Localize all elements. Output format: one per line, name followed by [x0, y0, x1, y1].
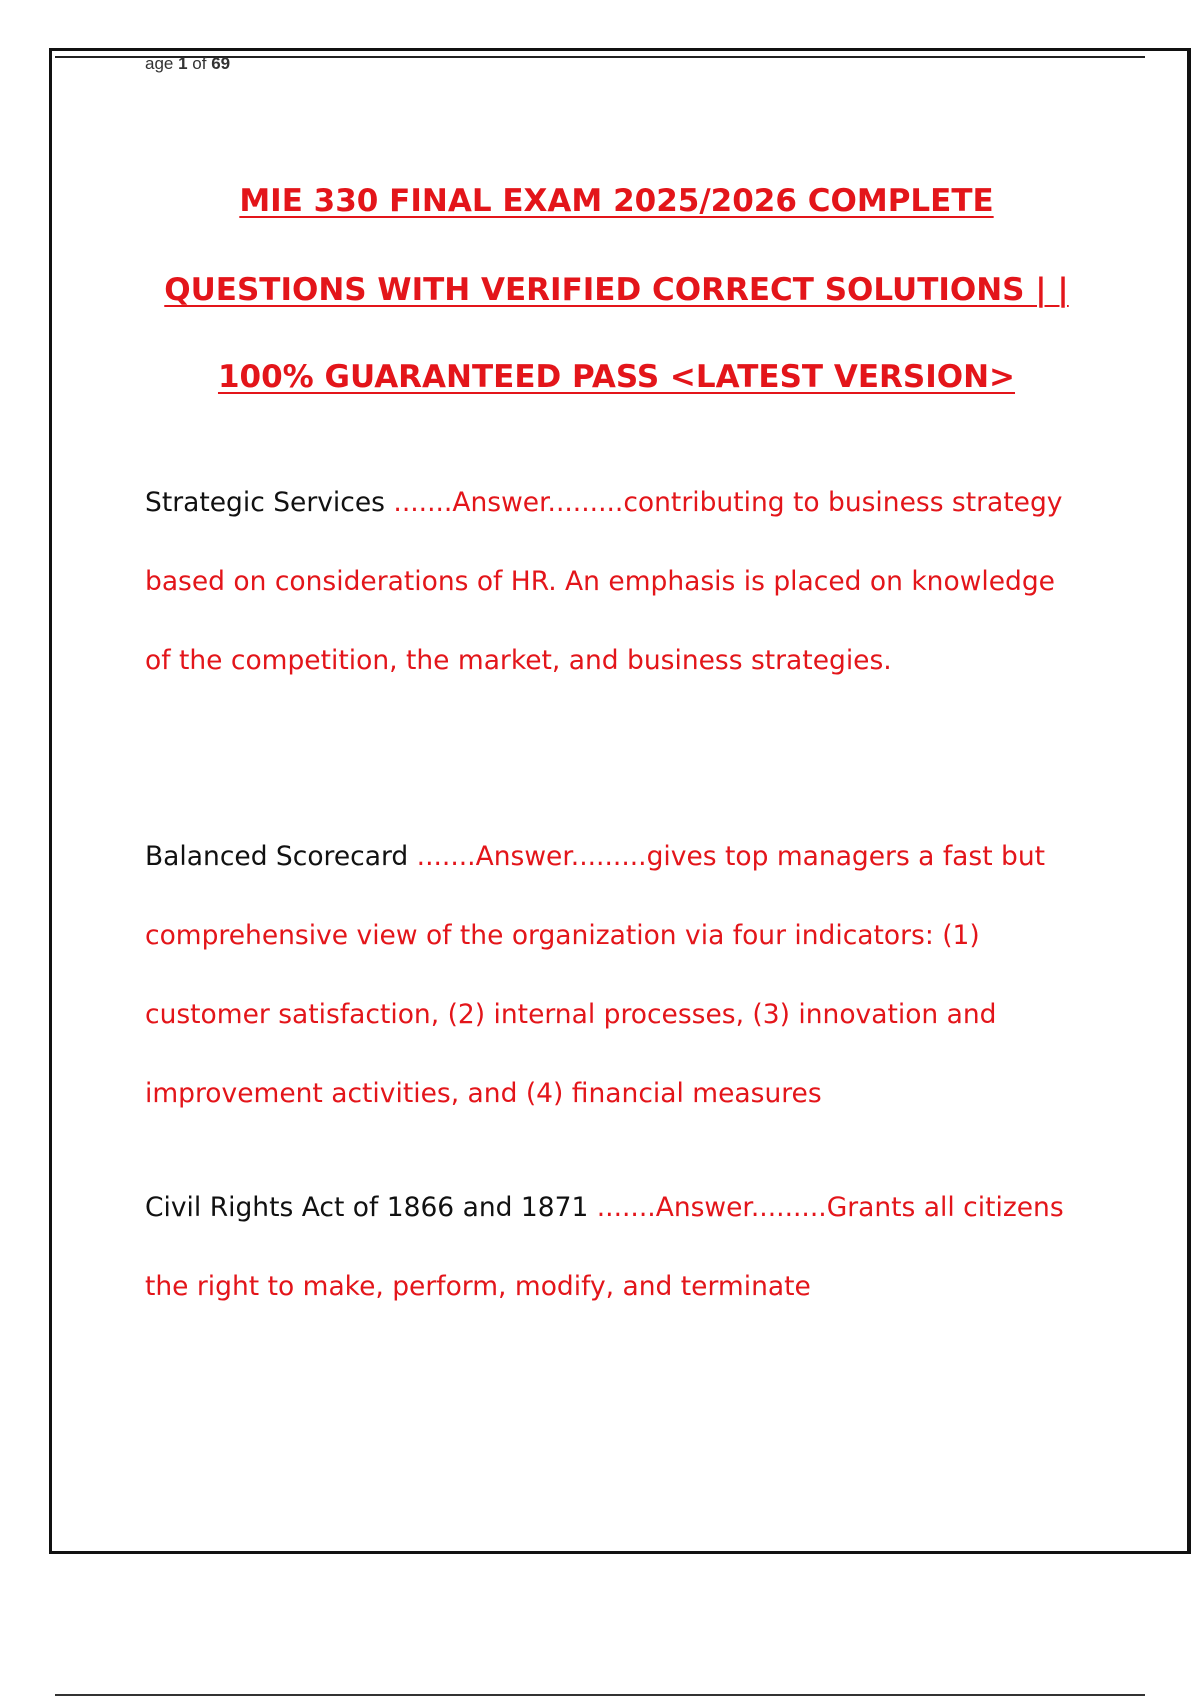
qa-entry-civil-rights-act [145, 1168, 1085, 1326]
page-of: of [187, 54, 212, 73]
page-prefix: age [145, 54, 179, 73]
qa-answer: contributing to business strategy based on considerations of HR. An emphasis is placed on knowledge of the competition, the market, and business strategies. [145, 487, 1063, 676]
page-current: 1 [178, 54, 188, 73]
qa-term: Balanced Scorecard [145, 841, 409, 872]
qa-entry-strategic-services [145, 463, 1085, 700]
title-line-1: MIE 330 FINAL EXAM 2025/2026 COMPLETE [239, 183, 994, 219]
title-line-2: QUESTIONS WITH VERIFIED CORRECT SOLUTIONS | | [164, 272, 1069, 308]
page-counter [145, 54, 230, 74]
qa-entry-balanced-scorecard [145, 817, 1085, 1133]
qa-term: Civil Rights Act of 1866 and 1871 [145, 1192, 589, 1223]
next-page-rule [55, 1694, 1145, 1696]
qa-answer: gives top managers a fast but comprehensive view of the organization via four indicators: (1) customer satisfaction, (2) internal processes, (3) innovation and improvement activities, and (4) financial measures [145, 841, 1046, 1109]
page-total: 69 [211, 54, 231, 73]
title-line-3: 100% GUARANTEED PASS <LATEST VERSION> [217, 359, 1016, 395]
qa-answer: Grants all citizens the right to make, perform, modify, and terminate [145, 1192, 1064, 1302]
qa-separator: .......Answer......... [588, 1192, 827, 1223]
qa-separator: .......Answer......... [408, 841, 647, 872]
qa-separator: .......Answer......... [384, 487, 624, 518]
qa-term: Strategic Services [145, 487, 385, 518]
